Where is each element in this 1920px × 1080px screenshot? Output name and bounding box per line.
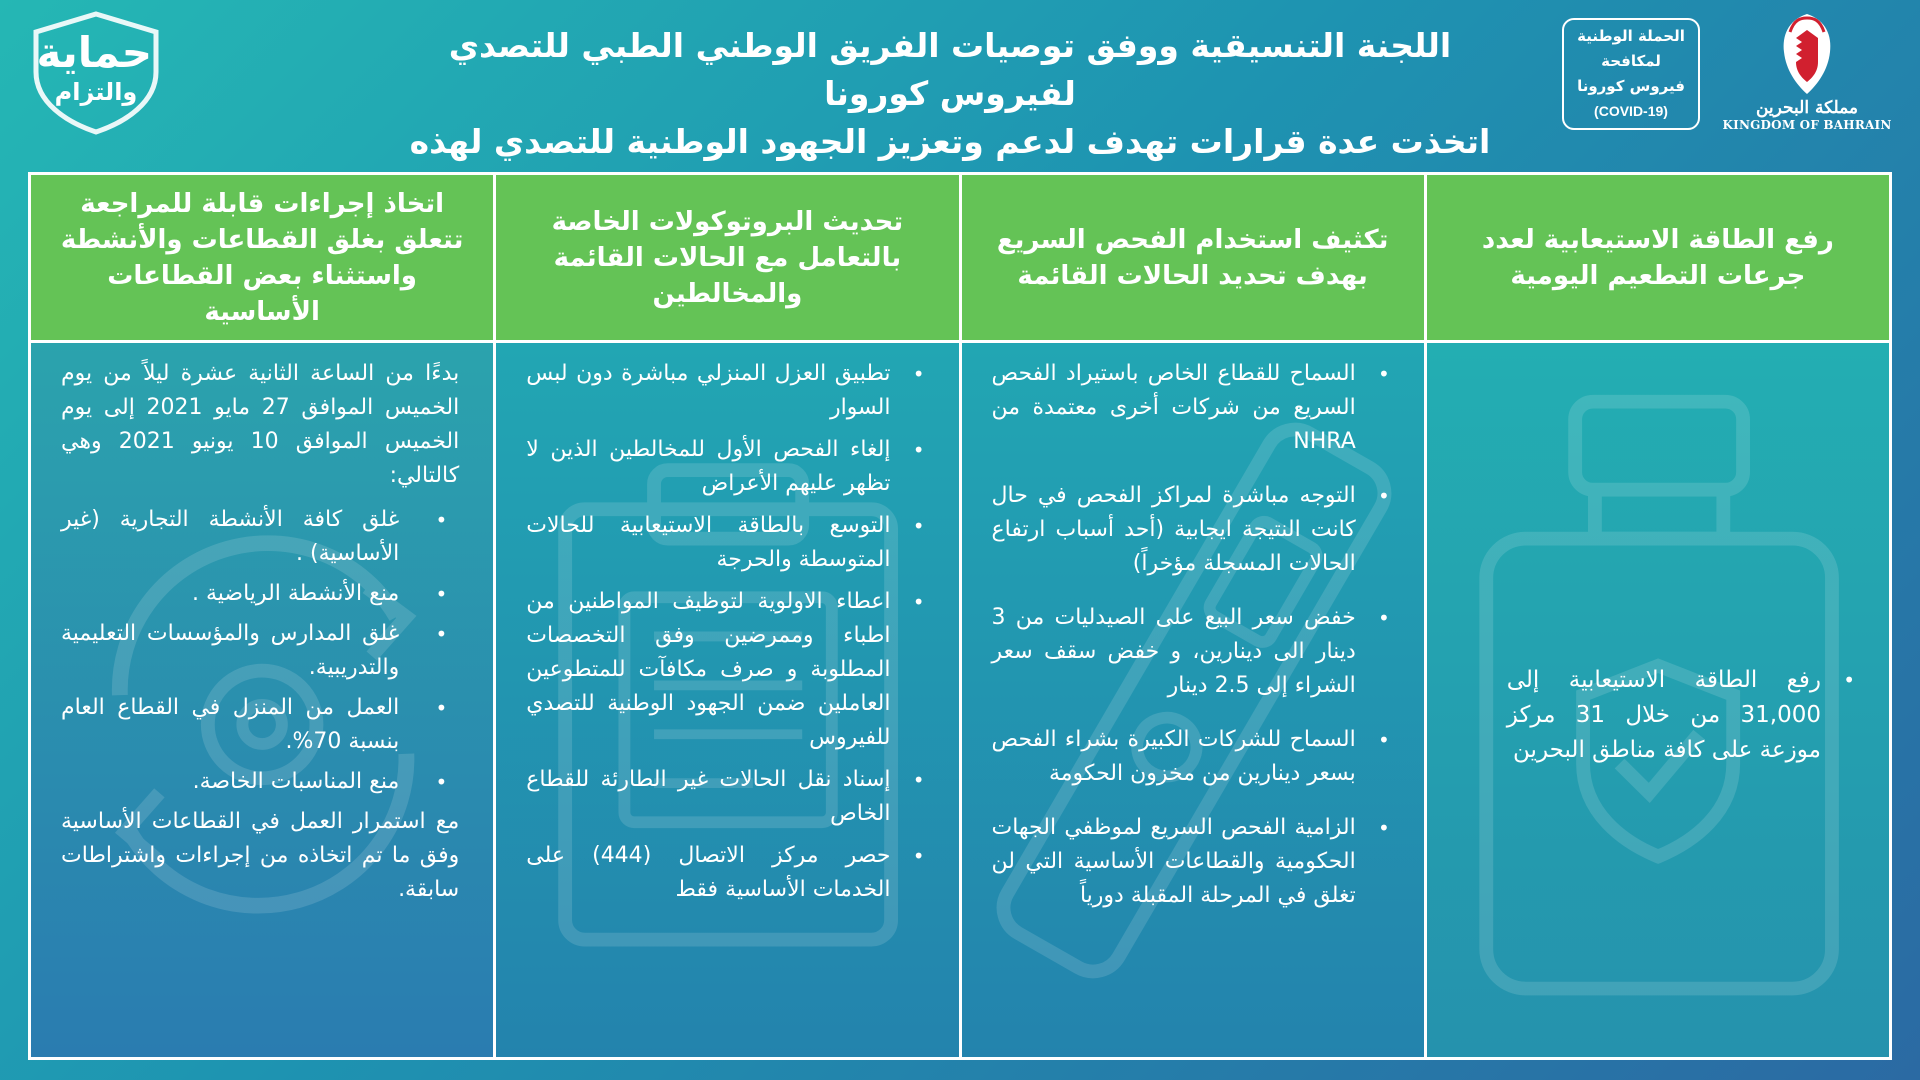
closures-intro: بدءًا من الساعة الثانية عشرة ليلاً من يوم الخميس الموافق 27 مايو 2021 إلى يوم الخميس الموافق 10 يونيو 2021 وهي كالتالي: — [61, 361, 460, 488]
list-item: • السماح للشركات الكبيرة بشراء الفحص بسعر دينارين من مخزون الحكومة — [992, 723, 1390, 791]
column-body-rapid-testing — [962, 343, 1424, 1057]
title-line-2: اتخذت عدة قرارات تهدف لدعم وتعزيز الجهود الوطنية للتصدي لهذه — [409, 122, 1491, 161]
campaign-line: الحملة الوطنية — [1577, 27, 1685, 45]
column-heading-protocols: تحديث البروتوكولات الخاصة بالتعامل مع الحالات القائمة والمخالطين — [496, 175, 958, 340]
closures-list — [61, 503, 459, 799]
column-heading-closures: اتخاذ إجراءات قابلة للمراجعة تتعلق بغلق القطاعات والأنشطة واستثناء بعض القطاعات الأساسية — [31, 175, 493, 340]
closures-outro: مع استمرار العمل في القطاعات الأساسية وفق ما تم اتخاذه من إجراءات واشتراطات سابقة. — [61, 809, 460, 902]
list-item: • السماح للقطاع الخاص باستيراد الفحص السريع من شركات أخرى معتمدة من NHRA — [992, 357, 1390, 459]
campaign-badge — [1562, 18, 1700, 130]
protocols-list — [526, 357, 924, 907]
decisions-table — [28, 172, 1892, 1060]
list-item: • منع المناسبات الخاصة. — [61, 765, 459, 799]
logo-word-iltizam: والتزام — [54, 78, 138, 106]
kingdom-name-english: KINGDOM OF BAHRAIN — [1722, 118, 1892, 132]
column-body-closures — [31, 343, 493, 1057]
column-heading-vaccination: رفع الطاقة الاستيعابية لعدد جرعات التطعيم اليومية — [1427, 175, 1889, 340]
column-body-vaccination — [1427, 343, 1889, 1057]
campaign-line: لمكافحة — [1601, 52, 1661, 70]
list-item: • رفع الطاقة الاستيعابية إلى 31,000 من خلال 31 مركز موزعة على كافة مناطق البحرين — [1507, 663, 1855, 768]
list-item: • تطبيق العزل المنزلي مباشرة دون لبس السوار — [526, 357, 924, 425]
vaccination-list — [1507, 663, 1855, 782]
title-line-1: اللجنة التنسيقية ووفق توصيات الفريق الوطني الطبي للتصدي لفيروس كورونا — [448, 26, 1452, 113]
campaign-line: فيروس كورونا — [1577, 77, 1685, 95]
bahrain-emblem-icon — [1778, 12, 1836, 96]
kingdom-brand — [1722, 12, 1892, 142]
list-item: • العمل من المنزل في القطاع العام بنسبة 70%. — [61, 691, 459, 759]
list-item: • التوسع بالطاقة الاستيعابية للحالات المتوسطة والحرجة — [526, 509, 924, 577]
list-item: • غلق المدارس والمؤسسات التعليمية والتدريبية. — [61, 617, 459, 685]
list-item: • الزامية الفحص السريع لموظفي الجهات الحكومية والقطاعات الأساسية التي لن تغلق في المرحلة المقبلة دورياً — [992, 811, 1390, 913]
himaya-logo — [26, 10, 166, 135]
list-item: • إلغاء الفحص الأول للمخالطين الذين لا تظهر عليهم الأعراض — [526, 433, 924, 501]
list-item: • خفض سعر البيع على الصيدليات من 3 دينار الى دينارين، و خفض سقف سعر الشراء إلى 2.5 دينار — [992, 601, 1390, 703]
list-item: • إسناد نقل الحالات غير الطارئة للقطاع الخاص — [526, 763, 924, 831]
column-heading-rapid-testing: تكثيف استخدام الفحص السريع بهدف تحديد الحالات القائمة — [962, 175, 1424, 340]
list-item: • منع الأنشطة الرياضية . — [61, 577, 459, 611]
list-item: • حصر مركز الاتصال (444) على الخدمات الأساسية فقط — [526, 839, 924, 907]
kingdom-name-arabic: مملكة البحرين — [1755, 98, 1859, 118]
list-item: • التوجه مباشرة لمراكز الفحص في حال كانت النتيجة ايجابية (أحد أسباب ارتفاع الحالات المسجلة مؤخراً) — [992, 479, 1390, 581]
list-item: • اعطاء الاولوية لتوظيف المواطنين من اطباء وممرضين وفق التخصصات المطلوبة و صرف مكافآت للمتطوعين العاملين ضمن الجهود الوطنية للتصدي للفيروس — [526, 585, 924, 755]
campaign-line: (COVID-19) — [1594, 103, 1668, 119]
logo-word-himaya: حماية — [36, 28, 152, 77]
rapid-testing-list — [992, 357, 1390, 913]
list-item: • غلق كافة الأنشطة التجارية (غير الأساسية) . — [61, 503, 459, 571]
column-body-protocols — [496, 343, 958, 1057]
